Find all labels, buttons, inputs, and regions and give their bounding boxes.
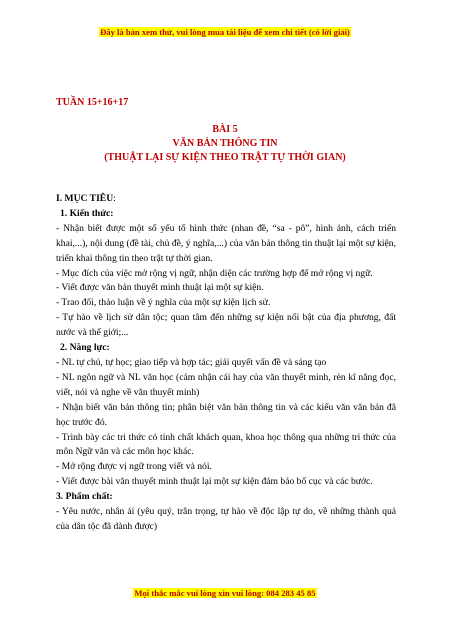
contact-text: Mọi thắc mắc vui lòng xin vui lòng: 084 283 45 85 <box>134 588 316 598</box>
list-item: - Mục đích của việc mở rộng vị ngữ, nhận diện các trường hợp để mở rộng vị ngữ. <box>56 267 373 279</box>
list-item: - Viết được văn bản thuyết minh thuật lại một sự kiện. <box>56 282 264 294</box>
list-item: - Viết được bài văn thuyết minh thuật lại một sự kiện đảm bảo bố cục và các bước. <box>56 476 373 488</box>
list-item: - NL tự chủ, tự học; giao tiếp và hợp tác; giải quyết vấn đề và sáng tạo <box>56 356 327 368</box>
list-item: - Trình bày các tri thức có tính chất khách quan, khoa học thông qua những tri thức của môn Ngữ văn và các môn học khác. <box>56 431 396 458</box>
lesson-number: BÀI 5 <box>212 124 238 135</box>
list-item: - Trao đổi, thảo luận về ý nghĩa của một sự kiện lịch sử. <box>56 297 271 309</box>
lesson-title: VĂN BẢN THÔNG TIN <box>172 138 278 149</box>
week-label: TUẦN 15+16+17 <box>56 97 129 108</box>
list-item: - Tự hào về lịch sử dân tộc; quan tâm đến những sự kiện nổi bật của địa phương, đất nước và thế giới;... <box>56 312 396 339</box>
list-item: - Yêu nước, nhân ái (yêu quý, trân trọng, tự hào về độc lập tự do, về những thành quả của dân tộc đã dành được) <box>56 506 396 532</box>
subsection-heading-knowledge: 1. Kiến thức: <box>60 207 114 219</box>
preview-notice-banner <box>0 27 450 37</box>
document-body <box>56 192 396 535</box>
list-item: - NL ngôn ngữ và NL văn học (cảm nhận cái hay của văn thuyết minh, rèn kĩ năng đọc, viết, nói và nghe về văn thuyết minh) <box>56 371 396 398</box>
subsection-heading-skills: 2. Năng lực: <box>60 342 110 354</box>
list-item: - Nhận biết văn bản thông tin; phân biệt văn bản thông tin và các kiểu văn văn bản đã học trước đó. <box>56 401 396 428</box>
lesson-subtitle: (THUẬT LẠI SỰ KIỆN THEO TRẬT TỰ THỜI GIAN) <box>104 152 346 163</box>
contact-banner <box>0 588 450 598</box>
list-item: - Nhận biết được một số yếu tố hình thức (nhan đề, “sa - pô”, hình ảnh, cách triển khai,...), nội dung (đề tài, chủ đề, ý nghĩa,...) của văn bản thông tin thuật lại một sự kiện, triển khai thông tin theo trật tự thời gian. <box>56 222 396 264</box>
subsection-heading-qualities: 3. Phẩm chất: <box>56 491 113 503</box>
section-heading: I. MỤC TIÊU: <box>56 193 116 204</box>
list-item: - Mở rộng được vị ngữ trong viết và nói. <box>56 461 212 473</box>
preview-notice-text: Đây là bản xem thử, vui lòng mua tài liệu để xem chi tiết (có lời giải) <box>100 27 350 37</box>
